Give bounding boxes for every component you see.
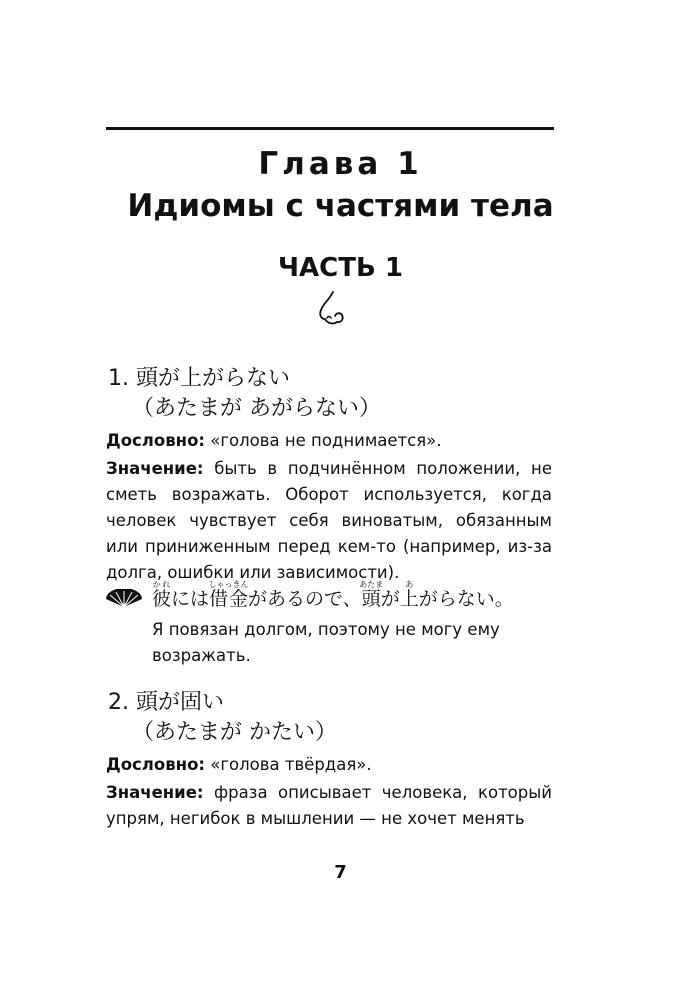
nose-icon <box>313 290 347 328</box>
top-rule <box>106 127 554 130</box>
chapter-title <box>0 143 681 227</box>
meaning-text: быть в подчинённом положении, не сметь возражать. Оборот используется, когда человек чувствует себя виноватым, обязанным или приниженным перед кем-то (например, из-за долга, ошибки или зависимости). <box>106 459 552 582</box>
idiom-2-literal <box>106 752 552 778</box>
idiom-2-heading-line2: （あたまが かたい） <box>132 720 337 745</box>
fan-icon <box>104 589 144 609</box>
chapter-label: Глава 1 <box>258 146 423 182</box>
part-title: ЧАСТЬ 1 <box>278 253 403 283</box>
idiom-1-meaning <box>106 456 552 586</box>
idiom-1-heading <box>108 364 381 424</box>
literal-label: Дословно: <box>106 755 206 774</box>
meaning-label: Значение: <box>106 459 204 478</box>
literal-label: Дословно: <box>106 431 206 450</box>
idiom-2-heading <box>108 688 337 748</box>
example-translation: Я повязан долгом, поэтому не могу ему возражать. <box>152 620 500 665</box>
page-number: 7 <box>334 862 347 883</box>
example-japanese: 彼かれには借金しゃっきんがあるので、頭あたまが上あがらない。 <box>152 580 514 610</box>
chapter-name: Идиомы с частями тела <box>127 188 554 224</box>
meaning-text: фраза описывает человека, который упрям, негибок в мышлении — не хочет менять <box>106 783 552 828</box>
meaning-label: Значение: <box>106 783 204 802</box>
idiom-1-heading-line1: 1. 頭が上がらない <box>108 366 290 391</box>
literal-text: «голова не поднимается». <box>205 431 442 450</box>
idiom-1-heading-line2: （あたまが あがらない） <box>132 396 381 421</box>
idiom-2-meaning <box>106 780 552 832</box>
literal-text: «голова твёрдая». <box>205 755 372 774</box>
idiom-2-heading-line1: 2. 頭が固い <box>108 690 224 715</box>
idiom-1-literal <box>106 428 552 454</box>
